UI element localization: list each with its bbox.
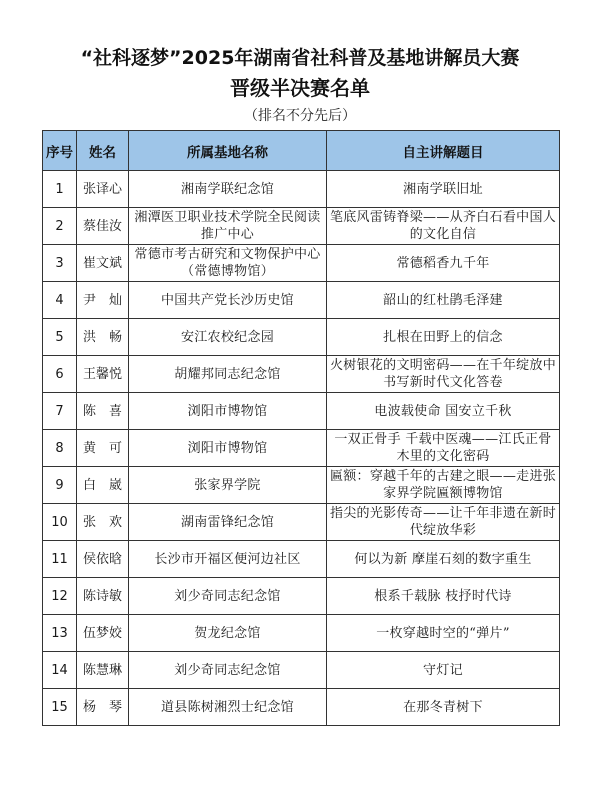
column-header-base: 所属基地名称 [129,131,327,171]
row-base: 张家界学院 [129,467,327,504]
row-index: 8 [43,430,77,467]
row-index: 6 [43,356,77,393]
row-index: 9 [43,467,77,504]
row-base: 贺龙纪念馆 [129,615,327,652]
column-header-name: 姓名 [77,131,129,171]
table-row [43,689,560,726]
page-title-line2: 晋级半决赛名单 [230,76,370,100]
row-index: 13 [43,615,77,652]
row-name: 黄 可 [77,430,129,467]
row-index: 15 [43,689,77,726]
row-base: 安江农校纪念园 [129,319,327,356]
row-topic: 根系千载脉 枝抒时代诗 [327,578,560,615]
row-base: 浏阳市博物馆 [129,393,327,430]
row-base: 长沙市开福区便河边社区 [129,541,327,578]
table-row [43,245,560,282]
page-title: “社科逐梦”2025年湖南省社科普及基地讲解员大赛 [80,47,520,69]
row-topic: 守灯记 [327,652,560,689]
table-row [43,652,560,689]
row-name: 张译心 [77,171,129,208]
row-name: 陈慧琳 [77,652,129,689]
row-name: 张 欢 [77,504,129,541]
row-base: 湘南学联纪念馆 [129,171,327,208]
table-row [43,282,560,319]
row-topic: 常德稻香九千年 [327,245,560,282]
page-subtitle: （排名不分先后） [244,108,356,124]
row-topic: 湘南学联旧址 [327,171,560,208]
row-index: 2 [43,208,77,245]
row-index: 4 [43,282,77,319]
table-row [43,467,560,504]
row-base: 刘少奇同志纪念馆 [129,578,327,615]
row-index: 10 [43,504,77,541]
row-base: 刘少奇同志纪念馆 [129,652,327,689]
row-topic: 笔底风雷铸脊梁——从齐白石看中国人的文化自信 [327,208,560,245]
table-row [43,356,560,393]
table-row [43,430,560,467]
row-name: 洪 畅 [77,319,129,356]
row-name: 尹 灿 [77,282,129,319]
row-name: 崔文斌 [77,245,129,282]
row-name: 侯依晗 [77,541,129,578]
row-topic: 韶山的红杜鹃毛泽建 [327,282,560,319]
column-header-index: 序号 [43,131,77,171]
row-topic: 何以为新 摩崖石刻的数字重生 [327,541,560,578]
finalist-table [42,130,560,726]
table-body [43,171,560,726]
row-name: 蔡佳汝 [77,208,129,245]
row-topic: 电波载使命 国安立千秋 [327,393,560,430]
row-index: 12 [43,578,77,615]
table-row [43,615,560,652]
row-base: 常德市考古研究和文物保护中心（常德博物馆） [129,245,327,282]
column-header-topic: 自主讲解题目 [327,131,560,171]
row-name: 陈诗敏 [77,578,129,615]
row-topic: 匾额：穿越千年的古建之眼——走进张家界学院匾额博物馆 [327,467,560,504]
row-index: 1 [43,171,77,208]
row-name: 杨 琴 [77,689,129,726]
row-name: 王馨悦 [77,356,129,393]
table-row [43,541,560,578]
row-name: 陈 喜 [77,393,129,430]
row-name: 伍梦姣 [77,615,129,652]
row-topic: 一双正骨手 千载中医魂——江氏正骨木里的文化密码 [327,430,560,467]
row-index: 3 [43,245,77,282]
row-base: 湘潭医卫职业技术学院全民阅读推广中心 [129,208,327,245]
row-topic: 在那冬青树下 [327,689,560,726]
row-topic: 火树银花的文明密码——在千年绽放中书写新时代文化答卷 [327,356,560,393]
table-row [43,319,560,356]
table-row [43,171,560,208]
row-index: 5 [43,319,77,356]
row-name: 白 崴 [77,467,129,504]
table-row [43,393,560,430]
row-base: 湖南雷锋纪念馆 [129,504,327,541]
row-topic: 扎根在田野上的信念 [327,319,560,356]
row-base: 道县陈树湘烈士纪念馆 [129,689,327,726]
row-topic: 一枚穿越时空的“弹片” [327,615,560,652]
row-base: 中国共产党长沙历史馆 [129,282,327,319]
table-row [43,208,560,245]
row-index: 11 [43,541,77,578]
row-base: 浏阳市博物馆 [129,430,327,467]
row-index: 7 [43,393,77,430]
table-row [43,578,560,615]
row-topic: 指尖的光影传奇——让千年非遗在新时代绽放华彩 [327,504,560,541]
row-index: 14 [43,652,77,689]
table-header-row [43,131,560,171]
table-row [43,504,560,541]
row-base: 胡耀邦同志纪念馆 [129,356,327,393]
